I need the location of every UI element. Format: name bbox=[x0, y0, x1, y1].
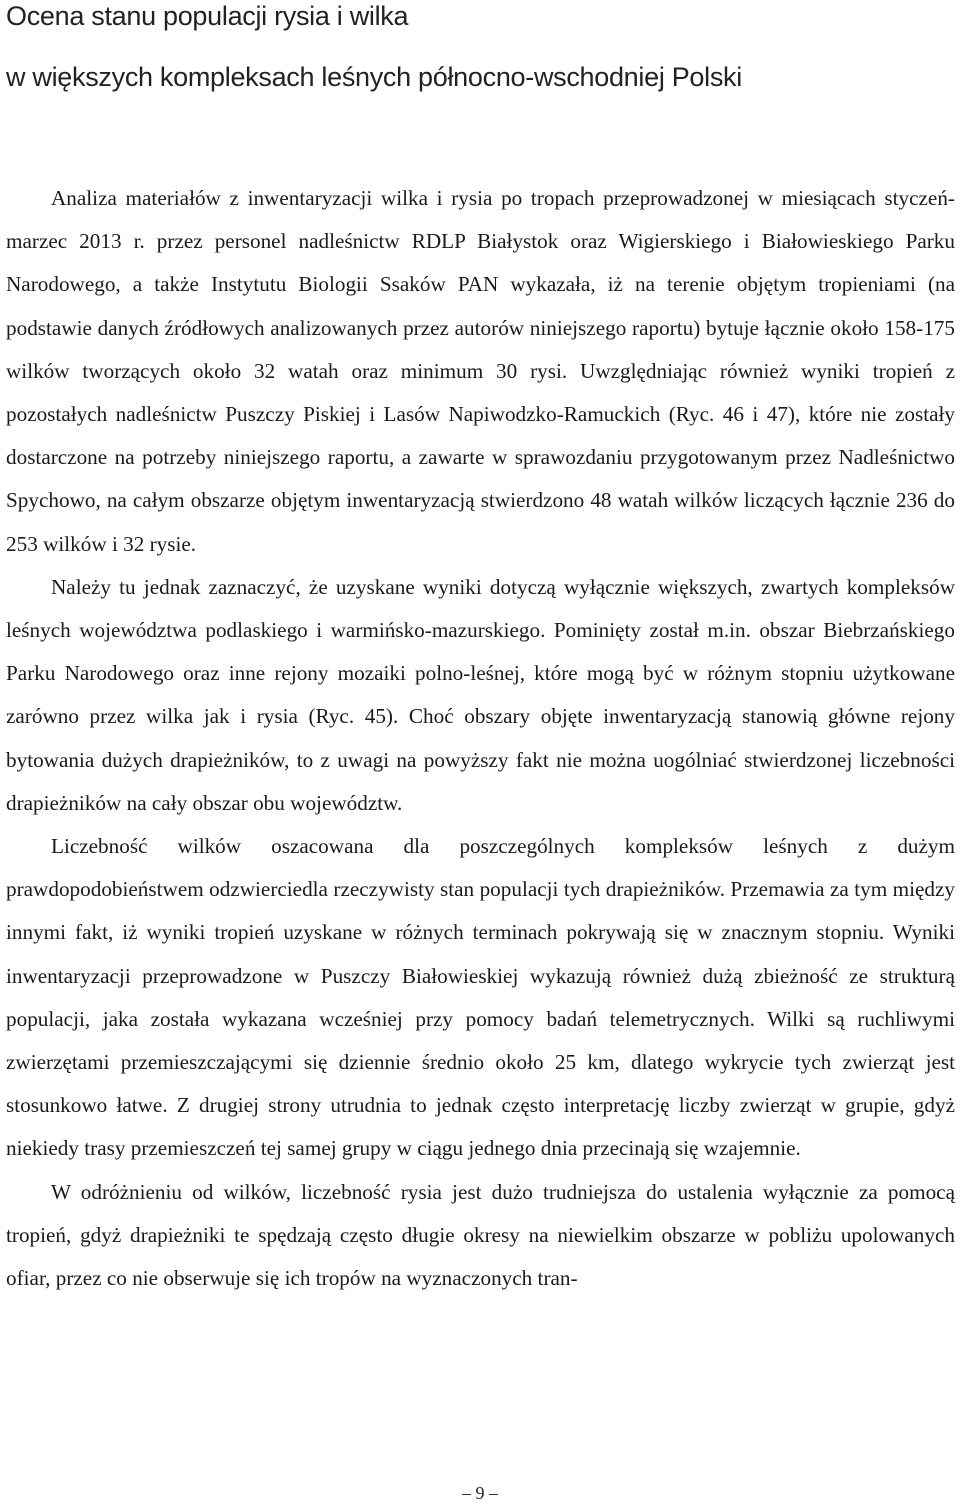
paragraph-1: Analiza materiałów z inwentaryzacji wilka i rysia po tropach przeprowadzonej w miesiącach styczeń-marzec 2013 r. przez personel nadleśnictw RDLP Białystok oraz Wigierskiego i Białowieskiego Parku Narodowego, a także Instytutu Biologii Ssaków PAN wykazała, iż na terenie objętym tropieniami (na podstawie danych źródłowych analizowanych przez autorów niniejszego raportu) bytuje łącznie około 158-175 wilków tworzących około 32 watah oraz minimum 30 rysi. Uwzględniając również wyniki tropień z pozostałych nadleśnictw Puszczy Piskiej i Lasów Napiwodzko-Ramuckich (Ryc. 46 i 47), które nie zostały dostarczone na potrzeby niniejszego raportu, a zawarte w sprawozdaniu przygotowanym przez Nadleśnictwo Spychowo, na całym obszarze objętym inwentaryzacją stwierdzono 48 watah wilków liczących łącznie 236 do 253 wilków i 32 rysie. bbox=[6, 186, 955, 556]
paragraph-3: Liczebność wilków oszacowana dla poszczególnych kompleksów leśnych z dużym prawdopodobieństwem odzwierciedla rzeczywisty stan populacji tych drapieżników. Przemawia za tym między innymi fakt, iż wyniki tropień uzyskane w różnych terminach pokrywają się w znacznym stopniu. Wyniki inwentaryzacji przeprowadzone w Puszczy Białowieskiej wykazują również dużą zbieżność ze strukturą populacji, jaka została wykazana wcześniej przy pomocy badań telemetrycznych. Wilki są ruchliwymi zwierzętami przemieszczającymi się dziennie średnio około 25 km, dlatego wykrycie tych zwierząt jest stosunkowo łatwe. Z drugiej strony utrudnia to jednak często interpretację liczby zwierząt w grupie, gdyż niekiedy trasy przemieszczeń tej samej grupy w ciągu jednego dnia przecinają się wzajemnie. bbox=[6, 834, 955, 1161]
paragraph-2: Należy tu jednak zaznaczyć, że uzyskane wyniki dotyczą wyłącznie większych, zwartych kompleksów leśnych województwa podlaskiego i warmińsko-mazurskiego. Pominięty został m.in. obszar Biebrzańskiego Parku Narodowego oraz inne rejony mozaiki polno-leśnej, które mogą być w różnym stopniu użytkowane zarówno przez wilka jak i rysia (Ryc. 45). Choć obszary objęte inwentaryzacją stanowią główne rejony bytowania dużych drapieżników, to z uwagi na powyższy fakt nie można uogólniać stwierdzonej liczebności drapieżników na cały obszar obu województw. bbox=[6, 574, 955, 815]
header-title-line-1: Ocena stanu populacji rysia i wilka bbox=[6, 1, 409, 31]
paragraph-4: W odróżnieniu od wilków, liczebność rysia jest dużo trudniejsza do ustalenia wyłącznie za pomocą tropień, gdyż drapieżniki te spędzają często długie okresy na niewielkim obszarze w pobliżu upolowanych ofiar, przez co nie obserwuje się ich tropów na wyznaczonych tran- bbox=[6, 1179, 955, 1291]
header-title-line-2: w większych kompleksach leśnych północno-wschodniej Polski bbox=[6, 62, 742, 92]
body-text bbox=[6, 177, 955, 1300]
page-number: – 9 – bbox=[462, 1483, 498, 1503]
